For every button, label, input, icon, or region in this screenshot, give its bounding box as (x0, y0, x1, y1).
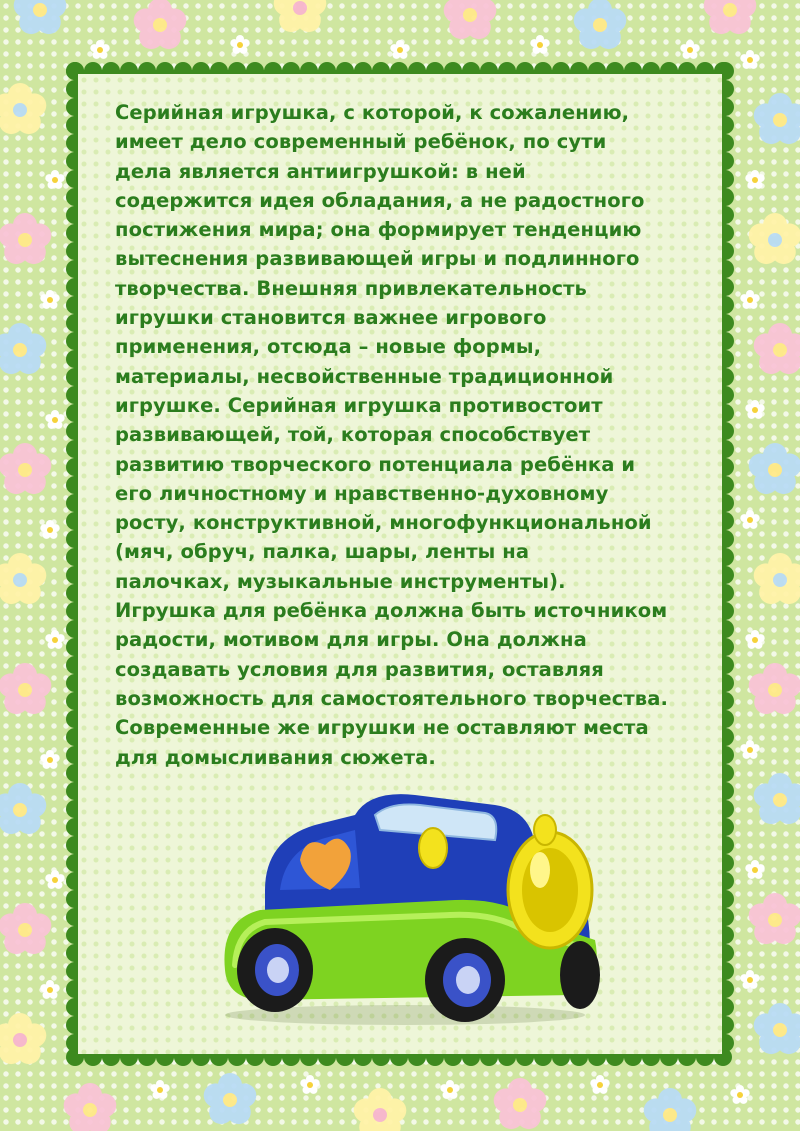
text-line: Современные же игрушки не оставляют места (115, 716, 649, 740)
text-line: для домысливания сюжета. (115, 745, 436, 769)
text-line: игрушке. Серийная игрушка противостоит (115, 393, 603, 417)
toy-car-icon (205, 770, 605, 1030)
text-line: материалы, несвойственные традиционной (115, 364, 614, 388)
text-line: возможность для самостоятельного творчества. (115, 686, 668, 710)
text-line: создавать условия для развития, оставляя (115, 657, 604, 681)
text-line: содержится идея обладания, а не радостного (115, 188, 645, 212)
text-line: постижения мира; она формирует тенденцию (115, 218, 642, 242)
text-line: игрушки становится важнее игрового (115, 306, 547, 330)
text-line: развитию творческого потенциала ребёнка и (115, 452, 636, 476)
text-line: дела является антиигрушкой: в ней (115, 159, 526, 183)
body-text (115, 98, 690, 772)
text-line: (мяч, обруч, палка, шары, ленты на (115, 540, 530, 564)
text-line: палочках, музыкальные инструменты). (115, 569, 566, 593)
text-line: применения, отсюда – новые формы, (115, 335, 542, 359)
text-line: творчества. Внешняя привлекательность (115, 276, 587, 300)
text-line: Серийная игрушка, с которой, к сожалению, (115, 101, 630, 124)
text-line: Игрушка для ребёнка должна быть источником (115, 599, 668, 623)
text-line: росту, конструктивной, многофункциональной (115, 511, 652, 535)
text-line: его личностному и нравственно-духовному (115, 481, 609, 505)
text-line: вытеснения развивающей игры и подлинного (115, 247, 640, 271)
text-line: развивающей, той, которая способствует (115, 423, 591, 447)
text-line: имеет дело современный ребёнок, по сути (115, 130, 607, 154)
text-line: радости, мотивом для игры. Она должна (115, 628, 587, 652)
